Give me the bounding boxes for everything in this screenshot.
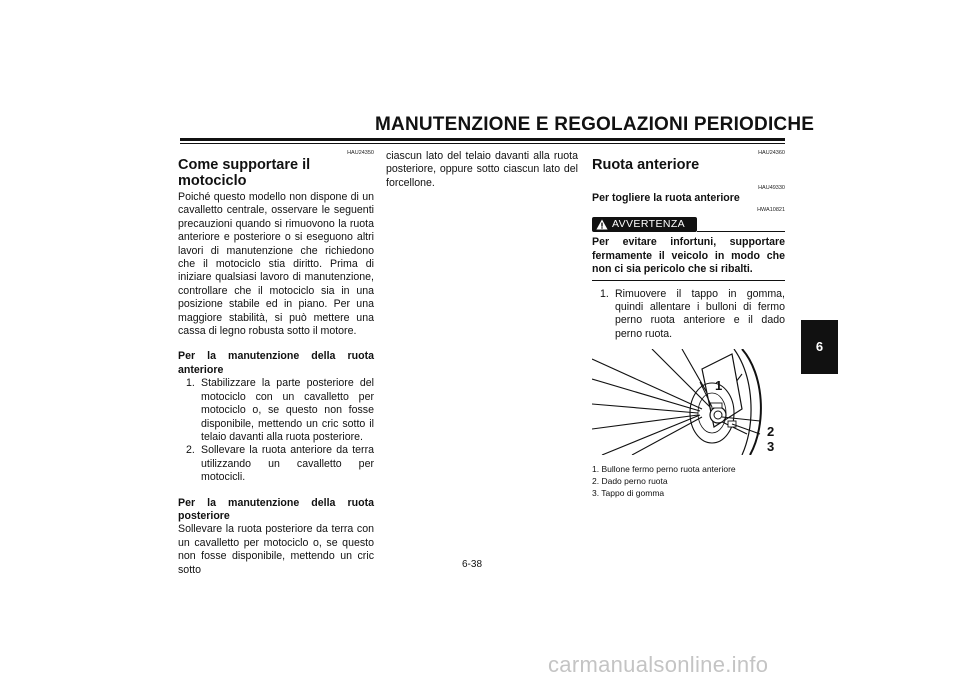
column-right (592, 150, 785, 499)
legend-item: 3. Tappo di gomma (592, 488, 665, 499)
front-wheel-illustration (592, 349, 785, 455)
rear-paragraph: Sollevare la ruota posteriore da terra con un cavalletto per motociclo o, se questo non fosse disponibile, mettendo un cric sotto (178, 523, 374, 576)
section-code: HAU24360 (758, 150, 785, 156)
front-steps-list (178, 377, 374, 484)
illustration-legend (592, 463, 785, 499)
column-left (178, 150, 374, 577)
wheel-drawing (592, 349, 785, 455)
step-text: Sollevare la ruota anteriore da terra utilizzando un cavalletto per motocicli. (201, 444, 374, 484)
legend-item: 1. Bullone fermo perno ruota anteriore (592, 464, 736, 475)
warning-rule (697, 231, 785, 232)
step-text: Rimuovere il tappo in gomma, quindi allentare i bulloni di fermo perno ruota anteriore e il dado perno ruota. (615, 287, 785, 340)
warning-badge (592, 217, 697, 232)
section-title: Ruota anteriore (592, 157, 700, 173)
header-rule (180, 138, 785, 141)
chapter-tab: 6 (801, 320, 838, 374)
front-maintenance-heading: Per la manutenzione della ruota anteriore (178, 350, 374, 376)
step-number: 1. (186, 377, 195, 390)
warning-code: HWA10821 (757, 207, 785, 214)
rear-maintenance-heading: Per la manutenzione della ruota posteriore (178, 496, 374, 522)
wheel-steps-list (592, 288, 785, 342)
warning-header (592, 217, 785, 233)
watermark: carmanualsonline.info (548, 652, 769, 677)
step-number: 1. (600, 287, 609, 300)
page-number: 6-38 (462, 559, 483, 570)
page-header-title: MANUTENZIONE E REGOLAZIONI PERIODICHE (375, 114, 815, 135)
callout-3: 3 (767, 439, 775, 455)
rear-paragraph-continued: ciascun lato del telaio davanti alla ruota posteriore, oppure sotto ciascun lato del forcellone. (386, 150, 578, 189)
subsection-code: HAU49330 (758, 185, 785, 191)
section-title: Come supportare il motociclo (178, 157, 311, 189)
step-text: Stabilizzare la parte posteriore del motociclo con un cavalletto per motociclo o, se questo non fosse disponibile, mettendo un cric sotto il telaio davanti alla ruota posteriore. (201, 377, 374, 443)
subsection-title: Per togliere la ruota anteriore (592, 192, 740, 204)
column-middle (386, 150, 578, 190)
list-item (178, 444, 374, 484)
warning-text: Per evitare infortuni, supportare fermamente il veicolo in modo che non ci sia pericolo che si ribalti. (592, 236, 785, 276)
step-number: 2. (186, 444, 195, 457)
list-item (178, 377, 374, 444)
warning-icon (596, 219, 608, 230)
header-rule-thin (180, 143, 785, 144)
warning-end-rule (592, 280, 785, 281)
callout-1: 1 (715, 378, 723, 394)
intro-paragraph: Poiché questo modello non dispone di un cavalletto centrale, osservare le seguenti precauzioni quando si rimuovono la ruota anteriore e posteriore o si eseguono altri lavori di manutenzione che richiedono che il motociclo stia diritto. Prima di iniziare qualsiasi lavoro di manutenzione, controllare che il motociclo sia in una posizione stabile ed in piano. Per una maggiore stabilità, si può mettere una cassa di legno robusta sotto il motore. (178, 191, 374, 338)
section-code: HAU24350 (347, 150, 374, 156)
legend-item: 2. Dado perno ruota (592, 476, 668, 487)
callout-2: 2 (767, 424, 775, 440)
list-item (592, 288, 785, 342)
warning-label: AVVERTENZA (612, 218, 686, 231)
